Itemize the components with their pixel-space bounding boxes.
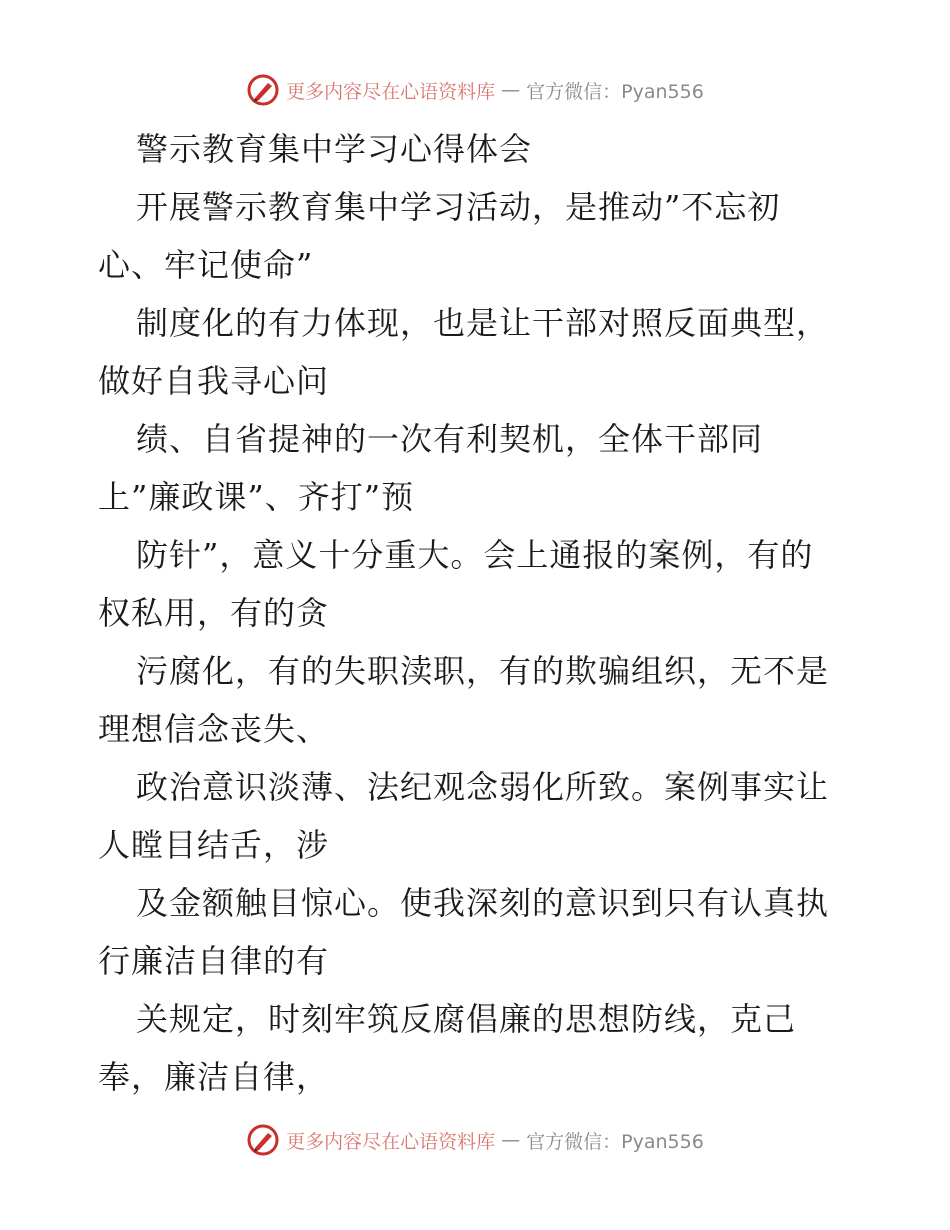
pen-logo-icon: [246, 73, 280, 107]
document-title: 警示教育集中学习心得体会: [136, 130, 533, 168]
text-line: 理想信念丧失、: [98, 710, 330, 748]
watermark-separator: —: [501, 1129, 521, 1151]
text-line: 做好自我寻心问: [98, 362, 330, 400]
text-line: 上”廉政课”、齐打”预: [98, 478, 415, 516]
watermark-wechat: 官方微信：Pyan556: [526, 1130, 704, 1153]
document-body: [98, 120, 858, 1106]
footer-watermark: [0, 1120, 950, 1160]
text-line: 绩、自省提神的一次有利契机，全体干部同: [136, 420, 764, 458]
watermark-wechat: 官方微信：Pyan556: [526, 80, 704, 103]
text-line: 政治意识淡薄、法纪观念弱化所致。案例事实让: [136, 768, 830, 806]
text-line: 防针”，意义十分重大。会上通报的案例，有的: [136, 536, 814, 574]
watermark-text: 更多内容尽在心语资料库: [286, 80, 496, 103]
pen-logo-icon: [246, 1123, 280, 1157]
text-line: 行廉洁自律的有: [98, 942, 330, 980]
text-line: 开展警示教育集中学习活动，是推动”不忘初: [136, 188, 781, 226]
text-line: 心、牢记使命”: [98, 246, 314, 284]
text-line: 权私用，有的贪: [98, 594, 330, 632]
watermark-text: 更多内容尽在心语资料库: [286, 1130, 496, 1153]
text-line: 制度化的有力体现，也是让干部对照反面典型，: [136, 304, 830, 342]
text-line: 关规定，时刻牢筑反腐倡廉的思想防线，克己: [136, 1000, 797, 1038]
text-line: 污腐化，有的失职渎职，有的欺骗组织，无不是: [136, 652, 830, 690]
text-line: 及金额触目惊心。使我深刻的意识到只有认真执: [136, 884, 830, 922]
watermark-separator: —: [501, 79, 521, 101]
header-watermark: [0, 70, 950, 110]
text-line: 奉，廉洁自律，: [98, 1058, 330, 1096]
text-line: 人瞠目结舌，涉: [98, 826, 330, 864]
